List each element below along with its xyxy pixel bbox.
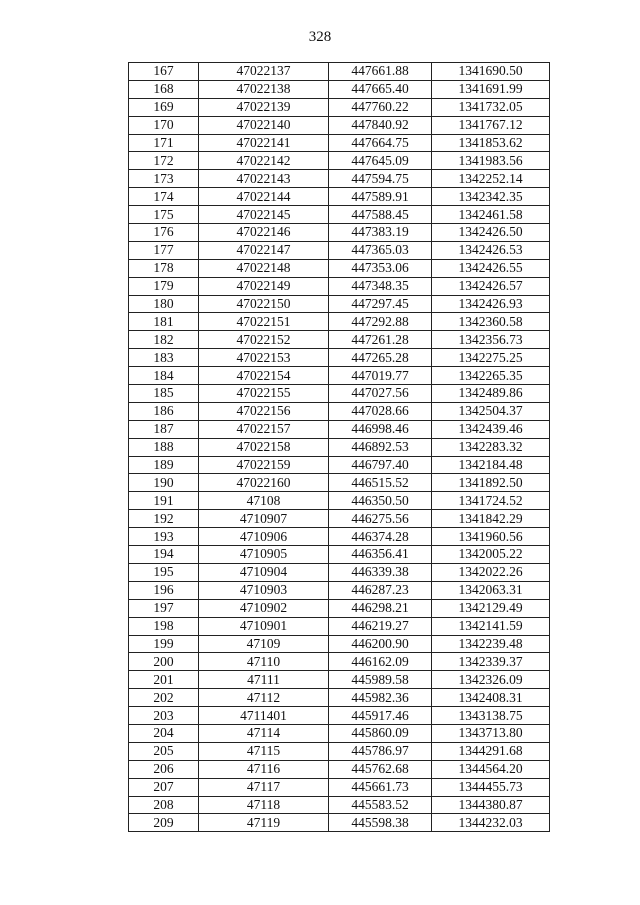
- x-coordinate-cell: 447588.45: [329, 206, 432, 224]
- x-coordinate-cell: 447665.40: [329, 80, 432, 98]
- row-index-cell: 183: [129, 349, 199, 367]
- x-coordinate-cell: 447661.88: [329, 63, 432, 81]
- table-row: [129, 814, 550, 832]
- x-coordinate-cell: 447027.56: [329, 385, 432, 403]
- point-id-cell: 47119: [199, 814, 329, 832]
- table-row: [129, 760, 550, 778]
- row-index-cell: 191: [129, 492, 199, 510]
- y-coordinate-cell: 1342408.31: [432, 689, 550, 707]
- x-coordinate-cell: 447645.09: [329, 152, 432, 170]
- x-coordinate-cell: 447353.06: [329, 259, 432, 277]
- y-coordinate-cell: 1344291.68: [432, 742, 550, 760]
- row-index-cell: 205: [129, 742, 199, 760]
- row-index-cell: 189: [129, 456, 199, 474]
- x-coordinate-cell: 447297.45: [329, 295, 432, 313]
- row-index-cell: 182: [129, 331, 199, 349]
- y-coordinate-cell: 1341691.99: [432, 80, 550, 98]
- x-coordinate-cell: 445598.38: [329, 814, 432, 832]
- table-row: [129, 546, 550, 564]
- table-row: [129, 510, 550, 528]
- point-id-cell: 47022144: [199, 188, 329, 206]
- table-row: [129, 295, 550, 313]
- row-index-cell: 188: [129, 438, 199, 456]
- table-row: [129, 420, 550, 438]
- y-coordinate-cell: 1341690.50: [432, 63, 550, 81]
- row-index-cell: 176: [129, 224, 199, 242]
- point-id-cell: 47118: [199, 796, 329, 814]
- table-row: [129, 707, 550, 725]
- x-coordinate-cell: 447589.91: [329, 188, 432, 206]
- x-coordinate-cell: 446350.50: [329, 492, 432, 510]
- point-id-cell: 4710906: [199, 528, 329, 546]
- row-index-cell: 174: [129, 188, 199, 206]
- row-index-cell: 179: [129, 277, 199, 295]
- row-index-cell: 193: [129, 528, 199, 546]
- x-coordinate-cell: 447019.77: [329, 367, 432, 385]
- point-id-cell: 47112: [199, 689, 329, 707]
- table-row: [129, 134, 550, 152]
- y-coordinate-cell: 1342265.35: [432, 367, 550, 385]
- table-row: [129, 402, 550, 420]
- point-id-cell: 47022151: [199, 313, 329, 331]
- y-coordinate-cell: 1341724.52: [432, 492, 550, 510]
- y-coordinate-cell: 1341983.56: [432, 152, 550, 170]
- y-coordinate-cell: 1344564.20: [432, 760, 550, 778]
- x-coordinate-cell: 447365.03: [329, 241, 432, 259]
- point-id-cell: 4711401: [199, 707, 329, 725]
- x-coordinate-cell: 446287.23: [329, 581, 432, 599]
- y-coordinate-cell: 1343713.80: [432, 724, 550, 742]
- y-coordinate-cell: 1341960.56: [432, 528, 550, 546]
- x-coordinate-cell: 447028.66: [329, 402, 432, 420]
- point-id-cell: 47111: [199, 671, 329, 689]
- row-index-cell: 168: [129, 80, 199, 98]
- point-id-cell: 47022142: [199, 152, 329, 170]
- y-coordinate-cell: 1342129.49: [432, 599, 550, 617]
- x-coordinate-cell: 445583.52: [329, 796, 432, 814]
- table-row: [129, 224, 550, 242]
- x-coordinate-cell: 445762.68: [329, 760, 432, 778]
- point-id-cell: 47022152: [199, 331, 329, 349]
- x-coordinate-cell: 446162.09: [329, 653, 432, 671]
- point-id-cell: 47110: [199, 653, 329, 671]
- table-row: [129, 581, 550, 599]
- y-coordinate-cell: 1341767.12: [432, 116, 550, 134]
- coordinates-table: [128, 62, 550, 832]
- x-coordinate-cell: 447348.35: [329, 277, 432, 295]
- y-coordinate-cell: 1342339.37: [432, 653, 550, 671]
- row-index-cell: 190: [129, 474, 199, 492]
- y-coordinate-cell: 1343138.75: [432, 707, 550, 725]
- point-id-cell: 47022141: [199, 134, 329, 152]
- point-id-cell: 4710905: [199, 546, 329, 564]
- y-coordinate-cell: 1342426.53: [432, 241, 550, 259]
- x-coordinate-cell: 445860.09: [329, 724, 432, 742]
- table-row: [129, 277, 550, 295]
- table-row: [129, 63, 550, 81]
- table-row: [129, 438, 550, 456]
- point-id-cell: 47117: [199, 778, 329, 796]
- page-number: 328: [308, 29, 332, 45]
- row-index-cell: 209: [129, 814, 199, 832]
- table-row: [129, 170, 550, 188]
- table-row: [129, 617, 550, 635]
- row-index-cell: 195: [129, 563, 199, 581]
- y-coordinate-cell: 1342356.73: [432, 331, 550, 349]
- point-id-cell: 47109: [199, 635, 329, 653]
- y-coordinate-cell: 1344455.73: [432, 778, 550, 796]
- x-coordinate-cell: 445917.46: [329, 707, 432, 725]
- row-index-cell: 187: [129, 420, 199, 438]
- table-row: [129, 778, 550, 796]
- row-index-cell: 196: [129, 581, 199, 599]
- x-coordinate-cell: 446200.90: [329, 635, 432, 653]
- table-row: [129, 206, 550, 224]
- point-id-cell: 47022149: [199, 277, 329, 295]
- point-id-cell: 47022145: [199, 206, 329, 224]
- x-coordinate-cell: 446892.53: [329, 438, 432, 456]
- x-coordinate-cell: 445982.36: [329, 689, 432, 707]
- row-index-cell: 208: [129, 796, 199, 814]
- x-coordinate-cell: 446275.56: [329, 510, 432, 528]
- point-id-cell: 4710903: [199, 581, 329, 599]
- point-id-cell: 47022160: [199, 474, 329, 492]
- table-row: [129, 563, 550, 581]
- row-index-cell: 180: [129, 295, 199, 313]
- point-id-cell: 47115: [199, 742, 329, 760]
- table-row: [129, 188, 550, 206]
- row-index-cell: 204: [129, 724, 199, 742]
- row-index-cell: 172: [129, 152, 199, 170]
- point-id-cell: 47116: [199, 760, 329, 778]
- x-coordinate-cell: 445989.58: [329, 671, 432, 689]
- table-row: [129, 635, 550, 653]
- row-index-cell: 171: [129, 134, 199, 152]
- x-coordinate-cell: 446515.52: [329, 474, 432, 492]
- y-coordinate-cell: 1341892.50: [432, 474, 550, 492]
- table-row: [129, 671, 550, 689]
- y-coordinate-cell: 1342022.26: [432, 563, 550, 581]
- table-row: [129, 528, 550, 546]
- table-row: [129, 474, 550, 492]
- y-coordinate-cell: 1342326.09: [432, 671, 550, 689]
- x-coordinate-cell: 445661.73: [329, 778, 432, 796]
- table-row: [129, 241, 550, 259]
- table-row: [129, 456, 550, 474]
- y-coordinate-cell: 1342342.35: [432, 188, 550, 206]
- table-row: [129, 98, 550, 116]
- y-coordinate-cell: 1342283.32: [432, 438, 550, 456]
- table-row: [129, 116, 550, 134]
- x-coordinate-cell: 446374.28: [329, 528, 432, 546]
- y-coordinate-cell: 1342360.58: [432, 313, 550, 331]
- point-id-cell: 47022154: [199, 367, 329, 385]
- point-id-cell: 47108: [199, 492, 329, 510]
- point-id-cell: 47022139: [199, 98, 329, 116]
- table-row: [129, 313, 550, 331]
- x-coordinate-cell: 446356.41: [329, 546, 432, 564]
- y-coordinate-cell: 1342063.31: [432, 581, 550, 599]
- table-row: [129, 80, 550, 98]
- point-id-cell: 47022155: [199, 385, 329, 403]
- y-coordinate-cell: 1342504.37: [432, 402, 550, 420]
- point-id-cell: 47022150: [199, 295, 329, 313]
- row-index-cell: 178: [129, 259, 199, 277]
- row-index-cell: 194: [129, 546, 199, 564]
- table-row: [129, 689, 550, 707]
- x-coordinate-cell: 447265.28: [329, 349, 432, 367]
- row-index-cell: 207: [129, 778, 199, 796]
- row-index-cell: 173: [129, 170, 199, 188]
- table-row: [129, 599, 550, 617]
- x-coordinate-cell: 447383.19: [329, 224, 432, 242]
- point-id-cell: 4710901: [199, 617, 329, 635]
- table-row: [129, 742, 550, 760]
- x-coordinate-cell: 446998.46: [329, 420, 432, 438]
- y-coordinate-cell: 1342426.57: [432, 277, 550, 295]
- row-index-cell: 192: [129, 510, 199, 528]
- y-coordinate-cell: 1342005.22: [432, 546, 550, 564]
- y-coordinate-cell: 1341732.05: [432, 98, 550, 116]
- point-id-cell: 4710907: [199, 510, 329, 528]
- y-coordinate-cell: 1341853.62: [432, 134, 550, 152]
- x-coordinate-cell: 447760.22: [329, 98, 432, 116]
- y-coordinate-cell: 1342239.48: [432, 635, 550, 653]
- y-coordinate-cell: 1342489.86: [432, 385, 550, 403]
- row-index-cell: 198: [129, 617, 199, 635]
- row-index-cell: 202: [129, 689, 199, 707]
- y-coordinate-cell: 1342275.25: [432, 349, 550, 367]
- row-index-cell: 186: [129, 402, 199, 420]
- y-coordinate-cell: 1342461.58: [432, 206, 550, 224]
- x-coordinate-cell: 446219.27: [329, 617, 432, 635]
- table-row: [129, 367, 550, 385]
- x-coordinate-cell: 446339.38: [329, 563, 432, 581]
- y-coordinate-cell: 1342426.55: [432, 259, 550, 277]
- row-index-cell: 201: [129, 671, 199, 689]
- row-index-cell: 169: [129, 98, 199, 116]
- table-row: [129, 331, 550, 349]
- x-coordinate-cell: 447594.75: [329, 170, 432, 188]
- point-id-cell: 47022143: [199, 170, 329, 188]
- table-row: [129, 385, 550, 403]
- point-id-cell: 47022146: [199, 224, 329, 242]
- table-row: [129, 349, 550, 367]
- row-index-cell: 167: [129, 63, 199, 81]
- point-id-cell: 4710904: [199, 563, 329, 581]
- y-coordinate-cell: 1341842.29: [432, 510, 550, 528]
- point-id-cell: 4710902: [199, 599, 329, 617]
- row-index-cell: 199: [129, 635, 199, 653]
- point-id-cell: 47022137: [199, 63, 329, 81]
- x-coordinate-cell: 446797.40: [329, 456, 432, 474]
- table-row: [129, 653, 550, 671]
- point-id-cell: 47022156: [199, 402, 329, 420]
- y-coordinate-cell: 1344232.03: [432, 814, 550, 832]
- row-index-cell: 197: [129, 599, 199, 617]
- point-id-cell: 47022147: [199, 241, 329, 259]
- table-row: [129, 796, 550, 814]
- row-index-cell: 181: [129, 313, 199, 331]
- point-id-cell: 47022158: [199, 438, 329, 456]
- y-coordinate-cell: 1342141.59: [432, 617, 550, 635]
- x-coordinate-cell: 445786.97: [329, 742, 432, 760]
- x-coordinate-cell: 446298.21: [329, 599, 432, 617]
- table-row: [129, 152, 550, 170]
- point-id-cell: 47022157: [199, 420, 329, 438]
- row-index-cell: 203: [129, 707, 199, 725]
- x-coordinate-cell: 447664.75: [329, 134, 432, 152]
- point-id-cell: 47022148: [199, 259, 329, 277]
- table-row: [129, 492, 550, 510]
- y-coordinate-cell: 1342426.50: [432, 224, 550, 242]
- y-coordinate-cell: 1342426.93: [432, 295, 550, 313]
- coordinates-table-body: [129, 63, 550, 832]
- point-id-cell: 47022138: [199, 80, 329, 98]
- row-index-cell: 184: [129, 367, 199, 385]
- x-coordinate-cell: 447840.92: [329, 116, 432, 134]
- x-coordinate-cell: 447261.28: [329, 331, 432, 349]
- row-index-cell: 177: [129, 241, 199, 259]
- y-coordinate-cell: 1342252.14: [432, 170, 550, 188]
- row-index-cell: 175: [129, 206, 199, 224]
- table-row: [129, 259, 550, 277]
- y-coordinate-cell: 1342184.48: [432, 456, 550, 474]
- row-index-cell: 170: [129, 116, 199, 134]
- point-id-cell: 47022153: [199, 349, 329, 367]
- row-index-cell: 185: [129, 385, 199, 403]
- x-coordinate-cell: 447292.88: [329, 313, 432, 331]
- row-index-cell: 206: [129, 760, 199, 778]
- point-id-cell: 47022140: [199, 116, 329, 134]
- point-id-cell: 47022159: [199, 456, 329, 474]
- y-coordinate-cell: 1342439.46: [432, 420, 550, 438]
- point-id-cell: 47114: [199, 724, 329, 742]
- table-row: [129, 724, 550, 742]
- y-coordinate-cell: 1344380.87: [432, 796, 550, 814]
- row-index-cell: 200: [129, 653, 199, 671]
